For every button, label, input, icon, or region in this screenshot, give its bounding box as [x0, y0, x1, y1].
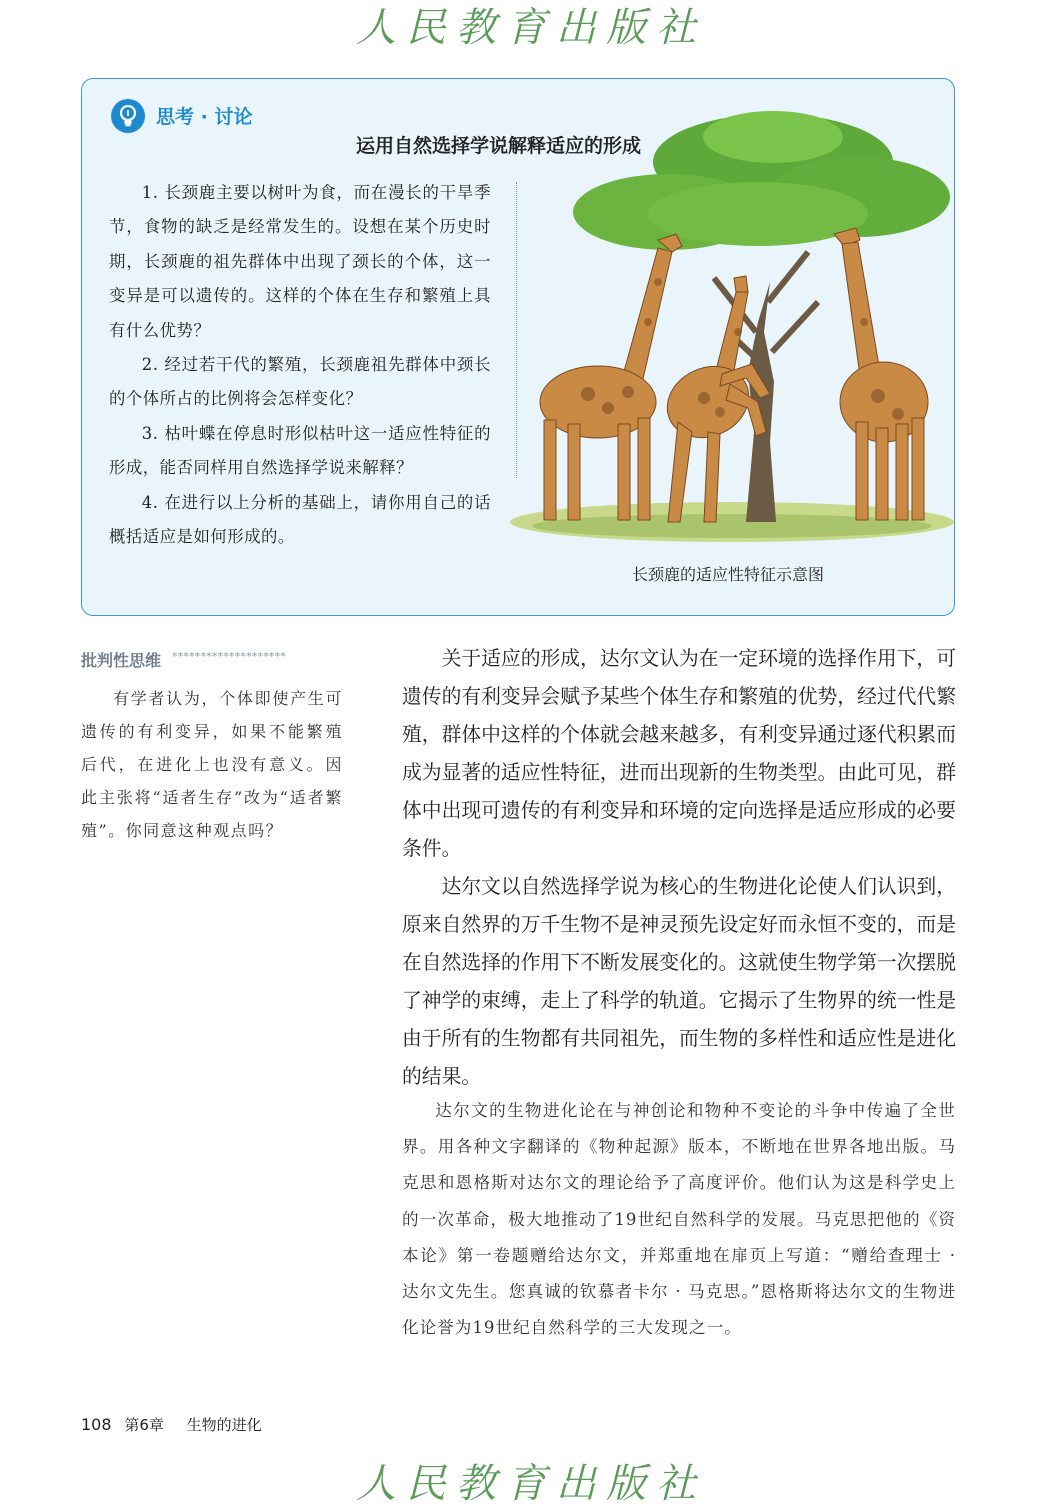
- giraffe-illustration: [508, 102, 956, 542]
- publisher-watermark-bottom: 人民教育出版社: [356, 1461, 706, 1507]
- sidebar-text: 有学者认为，个体即使产生可遗传的有利变异，如果不能繁殖后代，在进化上也没有意义。因此主张将“适者生存”改为“适者繁殖”。你同意这种观点吗？: [81, 689, 343, 840]
- discussion-title: 运用自然选择学说解释适应的形成: [356, 135, 642, 157]
- discussion-questions: [109, 176, 491, 554]
- figure-caption: 长颈鹿的适应性特征示意图: [631, 565, 824, 584]
- chapter-title: 生物的进化: [186, 1416, 262, 1434]
- main-paragraph: 关于适应的形成，达尔文认为在一定环境的选择作用下，可遗传的有利变异会赋予某些个体生存和繁殖的优势，经过代代繁殖，群体中这样的个体就会越来越多，有利变异通过逐代积累而成为显著的适应性特征，进而出现新的生物类型。由此可见，群体中出现可遗传的有利变异和环境的定向选择是适应形成的必要条件。: [402, 647, 956, 860]
- small-paragraph: 达尔文的生物进化论在与神创论和物种不变论的斗争中传遍了全世界。用各种文字翻译的《物种起源》版本，不断地在世界各地出版。马克思和恩格斯对达尔文的理论给予了高度评价。他们认为这是科学史上的一次革命，极大地推动了19世纪自然科学的发展。马克思把他的《资本论》第一卷题赠给达尔文，并郑重地在扉页上写道：“赠给查理士 · 达尔文先生。您真诚的钦慕者卡尔 · 马克思。”恩格斯将达尔文的生物进化论誉为19世纪自然科学的三大发现之一。: [402, 1101, 956, 1338]
- lightbulb-icon: [110, 98, 146, 134]
- discussion-label: 思考 · 讨论: [156, 106, 253, 128]
- page-footer: [81, 1414, 262, 1435]
- question-item: 1. 长颈鹿主要以树叶为食，而在漫长的干旱季节，食物的缺乏是经常发生的。设想在某个历史时期，长颈鹿的祖先群体中出现了颈长的个体，这一变异是可以遗传的。这样的个体在生存和繁殖上具有什么优势？: [109, 183, 491, 340]
- small-text: [402, 1093, 956, 1346]
- main-paragraph: 达尔文以自然选择学说为核心的生物进化论使人们认识到，原来自然界的万千生物不是神灵预先设定好而永恒不变的，而是在自然选择的作用下不断发展变化的。这就使生物学第一次摆脱了神学的束缚，走上了科学的轨道。它揭示了生物界的统一性是由于所有的生物都有共同祖先，而生物的多样性和适应性是进化的结果。: [402, 875, 956, 1088]
- question-item: 2. 经过若干代的繁殖，长颈鹿祖先群体中颈长的个体所占的比例将会怎样变化？: [109, 355, 491, 409]
- sidebar-star-rule: ********************: [172, 650, 286, 663]
- chapter-label: 第6章: [124, 1416, 164, 1434]
- sidebar-title: 批判性思维: [81, 651, 162, 670]
- publisher-watermark-top: 人民教育出版社: [356, 5, 706, 51]
- question-item: 3. 枯叶蝶在停息时形似枯叶这一适应性特征的形成，能否同样用自然选择学说来解释？: [109, 423, 491, 478]
- page-number: 108: [81, 1415, 112, 1434]
- question-item: 4. 在进行以上分析的基础上，请你用自己的话概括适应是如何形成的。: [109, 492, 491, 547]
- main-text: [402, 640, 956, 1096]
